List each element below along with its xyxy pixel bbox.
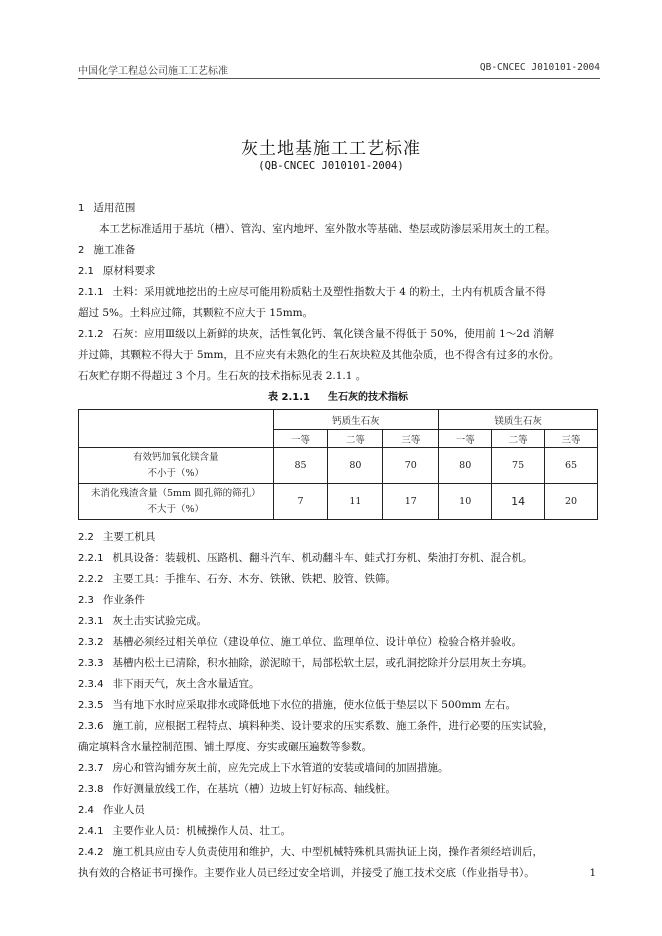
clause-text: 作好测量放线工作，在基坑（槽）边坡上钉好标高、轴线桩。 <box>112 783 396 795</box>
clause-text: 房心和管沟铺夯灰土前，应先完成上下水管道的安装或墙间的加固措施。 <box>112 762 449 774</box>
running-header-left: 中国化学工程总公司施工工艺标准 <box>78 66 228 77</box>
table-cell: 80 <box>328 448 383 484</box>
section-number: 2.3 <box>78 595 94 606</box>
clause-text: 土料：采用就地挖出的土应尽可能用粉质粘土及塑性指数大于 4 的粉土，土内有机质含量不得 <box>112 286 546 298</box>
table-cell: 11 <box>328 484 383 520</box>
section-number: 2 <box>78 245 85 256</box>
row-label-cell <box>79 448 274 484</box>
section-title: 原材料要求 <box>102 265 156 277</box>
section-title: 适用范围 <box>93 202 136 214</box>
clause-2-1-1-line-1 <box>78 282 598 303</box>
clause-number: 2.1.2 <box>78 329 104 340</box>
clause-2-1-2-line-3: 石灰贮存期不得超过 3 个月。生石灰的技术指标见表 2.1.1 。 <box>78 370 367 382</box>
quicklime-spec-table <box>78 409 598 520</box>
clause-2-4-2-line-2: 执有效的合格证书可操作。主要作业人员已经过安全培训，并接受了施工技术交底（作业指导书）。 <box>78 867 535 879</box>
table-caption <box>78 387 598 408</box>
clause-number: 2.3.2 <box>78 637 104 648</box>
clause-number: 2.3.3 <box>78 658 104 669</box>
grade-header: 二等 <box>328 430 383 448</box>
row-label: 有效钙加氧化镁含量 <box>133 451 219 463</box>
grade-header: 一等 <box>273 430 328 448</box>
document-title: 灰土地基施工工艺标准 <box>241 139 421 159</box>
header-rule <box>78 78 600 79</box>
row-label-cell <box>79 484 274 520</box>
grade-header: 三等 <box>383 430 439 448</box>
table-row <box>79 484 598 520</box>
clause-number: 2.4.1 <box>78 826 104 837</box>
clause-number: 2.3.4 <box>78 679 104 690</box>
table-group-header-row <box>79 410 598 430</box>
clause-text: 当有地下水时应采取排水或降低地下水位的措施，使水位低于垫层以下 500mm 左右。 <box>112 699 517 711</box>
clause-number: 2.3.8 <box>78 784 104 795</box>
section-number: 2.1 <box>78 266 94 277</box>
clause-2-3-4 <box>78 674 598 695</box>
clause-number: 2.2.1 <box>78 553 104 564</box>
clause-text: 灰土击实试验完成。 <box>112 615 207 627</box>
table-cell: 20 <box>545 484 598 520</box>
clause-text: 基槽内松土已清除，积水抽除，淤泥晾干，局部松软土层，或孔洞挖除并分层用灰土夯填。 <box>112 657 533 669</box>
clause-2-4-1 <box>78 821 598 842</box>
group-header-calcium: 钙质生石灰 <box>273 410 439 430</box>
row-label-limit: 不大于（%） <box>147 503 205 515</box>
clause-2-1-2-line-1 <box>78 324 598 345</box>
table-cell: 17 <box>383 484 439 520</box>
grade-header: 三等 <box>545 430 598 448</box>
clause-2-3-2 <box>78 632 598 653</box>
section-number: 2.2 <box>78 532 94 543</box>
table-cell: 80 <box>439 448 492 484</box>
clause-number: 2.3.6 <box>78 721 104 732</box>
section-title: 施工准备 <box>93 244 136 256</box>
clause-2-3-1 <box>78 611 598 632</box>
table-cell: 65 <box>545 448 598 484</box>
page-number: 1 <box>589 868 596 879</box>
section-title: 作业人员 <box>102 804 145 816</box>
section-2-heading <box>78 240 598 261</box>
document-body <box>78 198 598 884</box>
table-cell: 7 <box>273 484 328 520</box>
clause-text: 基槽必须经过相关单位（建设单位、施工单位、监理单位、设计单位）检验合格并验收。 <box>112 636 522 648</box>
table-cell: 10 <box>439 484 492 520</box>
section-1-text: 本工艺标准适用于基坑（槽）、管沟、室内地坪、室外散水等基础、垫层或防渗层采用灰土的工程。 <box>99 223 556 235</box>
table-title: 生石灰的技术指标 <box>327 392 408 403</box>
group-header-magnesium: 镁质生石灰 <box>439 410 598 430</box>
table-cell: 85 <box>273 448 328 484</box>
clause-2-1-2-line-2: 并过筛，其颗粒不得大于 5mm，且不应夹有未熟化的生石灰块粒及其他杂质，也不得含有过多的水份。 <box>78 349 560 361</box>
row-label-limit: 不小于（%） <box>147 467 205 479</box>
clause-number: 2.1.1 <box>78 287 104 298</box>
section-number: 1 <box>78 203 85 214</box>
grade-header: 一等 <box>439 430 492 448</box>
clause-2-2-1 <box>78 548 598 569</box>
clause-text: 石灰：应用Ⅲ级以上新鲜的块灰，活性氧化钙、氧化镁含量不得低于 50%，使用前 1～2d 消解 <box>112 328 555 340</box>
clause-text: 施工机具应由专人负责使用和维护，大、中型机械特殊机具需执证上岗，操作者须经培训后， <box>112 846 543 858</box>
table-cell: 14 <box>492 484 545 520</box>
table-number: 表 2.1.1 <box>268 392 310 403</box>
clause-2-3-6-line-1 <box>78 716 598 737</box>
table-corner-cell <box>79 410 274 448</box>
clause-2-1-1-line-2: 超过 5%。土料应过筛，其颗粒不应大于 15mm。 <box>78 307 314 319</box>
clause-text: 主要作业人员：机械操作人员、壮工。 <box>112 825 291 837</box>
clause-2-3-8 <box>78 779 598 800</box>
grade-header: 二等 <box>492 430 545 448</box>
section-2-3-heading <box>78 590 598 611</box>
table-cell: 75 <box>492 448 545 484</box>
clause-2-3-6-line-2: 确定填料含水量控制范围、铺土厚度、夯实或碾压遍数等参数。 <box>78 741 372 753</box>
clause-number: 2.2.2 <box>78 574 104 585</box>
clause-2-2-2 <box>78 569 598 590</box>
clause-text: 非下雨天气，灰土含水量适宜。 <box>112 678 260 690</box>
clause-2-3-5 <box>78 695 598 716</box>
clause-number: 2.3.5 <box>78 700 104 711</box>
section-title: 作业条件 <box>102 594 145 606</box>
clause-2-3-3 <box>78 653 598 674</box>
row-label: 未消化残渣含量（5mm 圆孔筛的筛孔） <box>91 487 261 499</box>
clause-number: 2.3.1 <box>78 616 104 627</box>
clause-2-4-2-line-1 <box>78 842 598 863</box>
table-row <box>79 448 598 484</box>
section-number: 2.4 <box>78 805 94 816</box>
table-cell: 70 <box>383 448 439 484</box>
clause-2-3-7 <box>78 758 598 779</box>
clause-text: 施工前，应根据工程特点、填料种类、设计要求的压实系数、施工条件，进行必要的压实试验， <box>112 720 554 732</box>
running-header-right: QB-CNCEC J010101-2004 <box>479 62 600 73</box>
section-2-4-heading <box>78 800 598 821</box>
section-2-1-heading <box>78 261 598 282</box>
section-2-2-heading <box>78 527 598 548</box>
document-code: (QB-CNCEC J010101-2004) <box>258 160 404 172</box>
section-1-heading <box>78 198 598 219</box>
clause-text: 机具设备：装载机、压路机、翻斗汽车、机动翻斗车、蛙式打夯机、柴油打夯机、混合机。 <box>112 552 533 564</box>
clause-number: 2.4.2 <box>78 847 104 858</box>
clause-number: 2.3.7 <box>78 763 104 774</box>
section-title: 主要工机具 <box>102 531 156 543</box>
clause-text: 主要工具：手推车、石夯、木夯、铁锹、铁耙、胶管、铁筛。 <box>112 573 396 585</box>
